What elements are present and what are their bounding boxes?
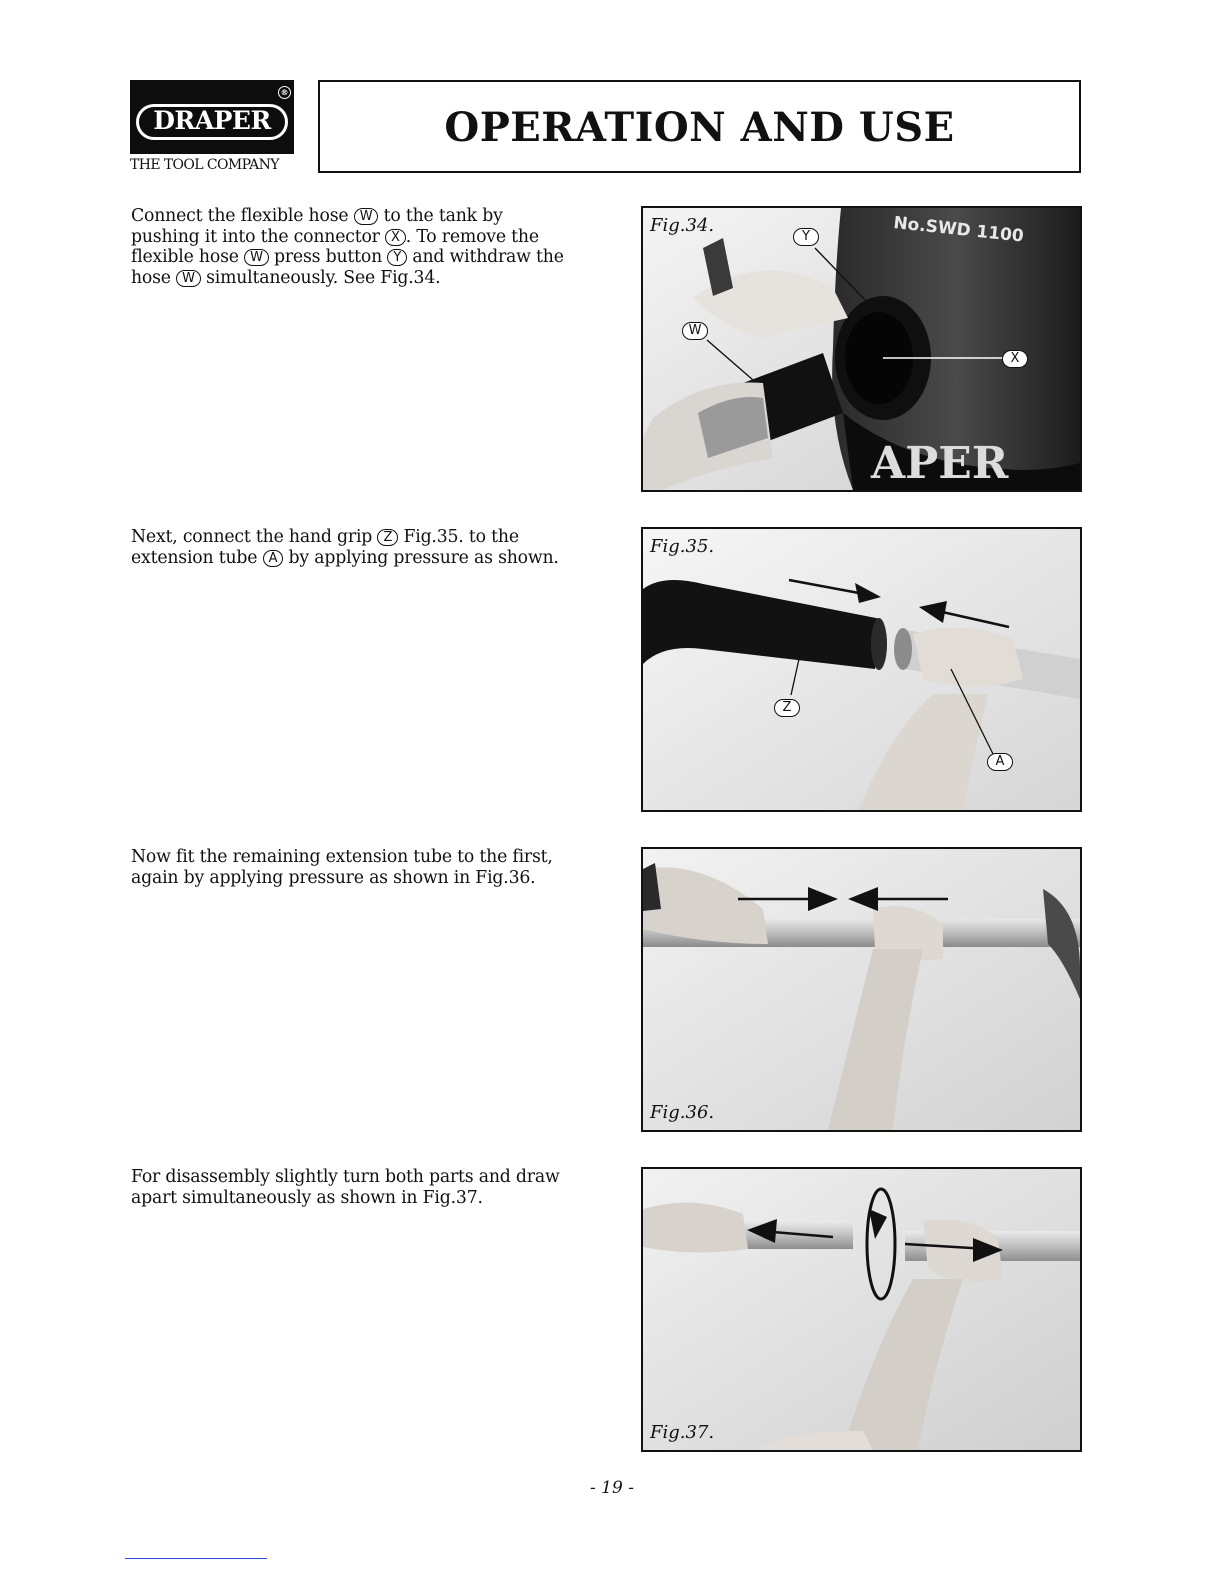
instruction-paragraph-4: For disassembly slightly turn both parts and draw apart simultaneously as shown in Fig.37. [131, 1167, 560, 1208]
figure-36-label: Fig.36. [650, 1102, 715, 1123]
logo-block [130, 80, 294, 154]
part-tag-w: W [244, 249, 269, 266]
registered-mark: ® [278, 86, 291, 99]
callout-x: X [1002, 350, 1028, 368]
callout-w: W [682, 322, 708, 340]
figure-36 [641, 847, 1082, 1132]
logo-tagline: THE TOOL COMPANY [130, 157, 279, 173]
part-tag-a: A [263, 550, 284, 567]
figure-37 [641, 1167, 1082, 1452]
page-title: OPERATION AND USE [444, 104, 955, 151]
tank-logo-text: APER [871, 438, 1009, 489]
instruction-paragraph-1: Connect the flexible hose W to the tank by pushing it into the connector X . To remove the flexible hose W press button Y and withdraw the hose W simultaneously. See Fig.34. [131, 206, 564, 288]
page-number: - 19 - [590, 1478, 634, 1498]
draper-logo [130, 80, 294, 174]
figure-34-label: Fig.34. [650, 215, 715, 236]
instruction-paragraph-2: Next, connect the hand grip Z Fig.35. to the extension tube A by applying pressure as shown. [131, 527, 559, 568]
figure-37-photo [643, 1169, 1080, 1450]
part-tag-z: Z [377, 529, 398, 546]
figure-37-label: Fig.37. [650, 1422, 715, 1443]
part-tag-w: W [354, 208, 379, 225]
figure-35-label: Fig.35. [650, 536, 715, 557]
tank-model-text: No.SWD 1100 [892, 213, 1025, 247]
callout-a: A [987, 753, 1013, 771]
part-tag-w: W [176, 270, 201, 287]
title-box [318, 80, 1081, 173]
figure-35 [641, 527, 1082, 812]
part-tag-x: X [385, 229, 406, 246]
figure-34-photo [643, 208, 1080, 490]
logo-brand-text: DRAPER [153, 106, 271, 135]
footnote-rule [125, 1558, 267, 1559]
figure-36-photo [643, 849, 1080, 1130]
instruction-paragraph-3: Now fit the remaining extension tube to the first, again by applying pressure as shown in Fig.36. [131, 847, 553, 888]
part-tag-y: Y [387, 249, 407, 266]
callout-z: Z [774, 699, 800, 717]
figure-34 [641, 206, 1082, 492]
callout-y: Y [793, 228, 819, 246]
figure-35-photo [643, 529, 1080, 810]
